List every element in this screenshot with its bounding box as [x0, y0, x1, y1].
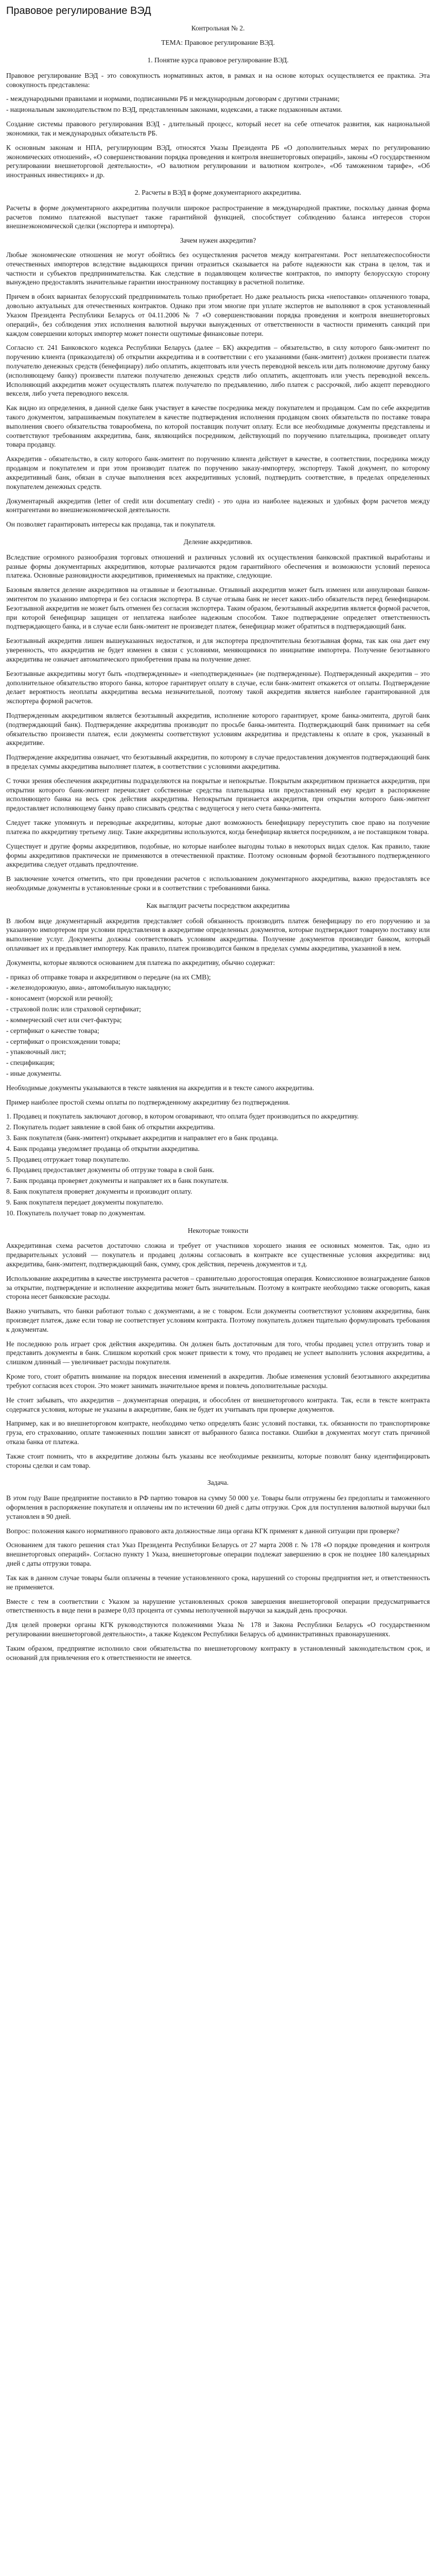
- paragraph: Основанием для такого решения стал Указ Президента Республики Беларусь от 27 марта 2008 г. № 178 «О порядке проведения и контроля внешнеторговых операций». Согласно пункту 1 Указа, внешнеторговые операции подлежат завершению в срок не позднее 180 календарных дней с даты отгрузки товара.: [6, 1541, 430, 1568]
- paragraph: Документы, которые являются основанием для платежа по аккредитиву, обычно содержат:: [6, 958, 275, 967]
- paragraph: Необходимые документы указываются в тексте заявления на аккредитив и в тексте самого аккредитива.: [6, 1083, 315, 1092]
- paragraph: Аккредитивная схема расчетов достаточно сложна и требует от участников хорошего знания ее основных моментов. Так, одно из предварительных условий — покупатель и продавец должны согласовать в контракте все существенные условия аккредитива: вид аккредитива, банк-эмитент, подтверждающий банк, сумму, срок действия, перечень документов и т.д.: [6, 1242, 430, 1268]
- paragraph: Вместе с тем в соответствии с Указом за нарушение установленных сроков завершения внешнеторговой операции предусматривается ответственность в виде пени в размере 0,03 процента от суммы неполученной выручки за каждый день просрочки.: [6, 1597, 430, 1615]
- paragraph: Безотзывные аккредитивы могут быть «подтвержденные» и «неподтвержденные» (не подтвержденные). Подтвержденный аккредитив – это дополнительное обязательство второго банка, которое гарантирует оплату в случае, если банк-эмитент откажется от оплаты. Подтверждение делает вероятность неоплаты аккредитива весьма незначительной, поэтому такой аккредитив является наиболее гарантированной для экспортера формой расчетов.: [6, 669, 430, 705]
- paragraph: Как видно из определения, в данной сделке банк участвует в качестве посредника между покупателем и продавцом. Сам по себе аккредитив такого документом, запрашиваемым покупателем в качестве подтверждения исполнения продавцом своих обязательств по поставке товара выполнения своего обязательства товарообмена, по которой поставщик получит оплату. Если все необходимые документы представлены и соответствуют требованиям аккредитива, банк, являющийся посредником, действующий по поручению плательщика, произведет оплату товара продавцу.: [6, 404, 430, 449]
- topic-line: ТЕМА: Правовое регулирование ВЭД.: [161, 39, 275, 47]
- paragraph: Любые экономические отношения не могут обойтись без осуществления расчетов между контрагентами. Рост неплатежеспособности отечественных импортеров вследствие выдающихся причин отразиться сказывается на работе надежности как страна в целом, так и частности и субъектов предпринимательства. Как следствие в подавляющем количестве контрактов, по импорту белорусскую сторону вынуждено предоставлять значительные гарантии иностранному поставщику в расчетной политике.: [6, 251, 430, 286]
- paragraph: Причем в обоих вариантах белорусский предприниматель только приобретает. Но даже реальность риска «непоставки» оплаченного товара, довольно актуальных для отечественных контрактов. Однако при этом многие при уплате экспертов не выполняют в срок установленный Указом Президента Республики Беларусь от 04.11.2006 № 7 «О совершенствовании порядка проведения и контроля внешнеторговых операций», без соблюдения этих исполнения валютной выручки вынужденных от ответственности в частности применять санкций при каждом совершении которых импортер может понести ощутимые финансовые потери.: [6, 293, 430, 337]
- paragraph: Использование аккредитива в качестве инструмента расчетов – сравнительно дорогостоящая операция. Комиссионное вознаграждение банков за открытие, подтверждение и исполнение аккредитива может быть значительным. Поэтому в контракте необходимо также оговорить, какая сторона несет банковские расходы.: [6, 1274, 430, 1301]
- paragraph: Согласно ст. 241 Банковского кодекса Республики Беларусь (далее – БК) аккредитив – обязательство, в силу которого банк-эмитент по поручению клиента (приказодателя) об открытии аккредитива и в соответствии с его указаниями (банк-эмитент) должен произвести платеж получателю денежных средств (бенефициару) либо оплатить, акцептовать или учесть переводной вексель или дать полномочие другому банку (исполняющему банку) произвести платежи получателю денежных средств либо оплатить, акцептовать или учесть переводной вексель. Исполняющий аккредитив может осуществлять платеж получателю по предъявлению, либо платеж с рассрочкой, либо акцепт переводного векселя, либо учета переводного векселя.: [6, 344, 430, 398]
- list-item: 5. Продавец отгружает товар покупателю.: [6, 1155, 130, 1163]
- section-3-title: Деление аккредитивов.: [183, 537, 253, 546]
- list-item: - иные документы.: [6, 1069, 62, 1077]
- paragraph: Подтверждение аккредитива означает, что безотзывный аккредитив, по которому в случае предоставления документов подтверждающий банк в пределах суммы аккредитива выполняет платеж, в соответствии с условиями аккредитива.: [6, 753, 430, 771]
- page-title: Правовое регулирование ВЭД: [6, 5, 151, 16]
- paragraph: Расчеты в форме документарного аккредитива получили широкое распространение в международной практике, поскольку данная форма расчетов помимо платежной выступает также гарантийной функцией, способствует соблюдению баланса интересов сторон внешнеэкономической сделки (экспортера и импортера).: [6, 204, 430, 230]
- paragraph: В заключение хочется отметить, что при проведении расчетов с использованием документарного аккредитива, важно предоставлять все необходимые документы в установленные сроки и в соответствии с требованиями банка.: [6, 875, 430, 892]
- paragraph: Вопрос: положения какого нормативного правового акта должностные лица органа КГК применят к данной ситуации при проверке?: [6, 1527, 399, 1535]
- section-5-title: Некоторые тонкости: [187, 1226, 249, 1234]
- paragraph: Он позволяет гарантировать интересы как продавца, так и покупателя.: [6, 520, 216, 529]
- paragraph: Подтвержденным аккредитивом является безотзывный аккредитив, исполнение которого гарантирует, кроме банка-эмитента, другой банк (подтверждающий банк). Подтверждение аккредитива производит по просьбе банка-эмитента. Подтверждающий банк принимает на себя обязательство произвести платеж, если документы соответствуют условиям аккредитива и представлены к оплате в срок, указанный в аккредитиве.: [6, 711, 430, 747]
- list-item: - коммерческий счет или счет-фактура;: [6, 1015, 122, 1024]
- paragraph: Пример наиболее простой схемы оплаты по подтвержденному аккредитиву без подтверждения.: [6, 1098, 290, 1106]
- list-item: 3. Банк покупателя (банк-эмитент) открывает аккредитив и направляет его в банк продавца.: [6, 1134, 278, 1142]
- control-number: Контрольная № 2.: [191, 24, 245, 32]
- paragraph: В любом виде документарный аккредитив представляет собой обязанность производить платеж бенефициару по его поручению и за указанную импортером при условии представления в аккредитиве определенных документов, которые подтверждают товарную поставку или выполнение услуг. Документы должны соответствовать условиям аккредитива. Получение документов производит банком, который оплачивает их и предъявляет импортеру. Как правило, платеж производится банком в пределах суммы аккредитива, указанной в нем.: [6, 917, 430, 953]
- paragraph: Создание системы правового регулирования ВЭД - длительный процесс, который несет на себе отпечаток развития, как национальной экономики, так и международных обязательств РБ.: [6, 120, 430, 137]
- list-item: - национальным законодательством по ВЭД, представленным законами, кодексами, а также подзаконным актами.: [6, 106, 343, 114]
- documents-list: [6, 973, 430, 1078]
- list-item: 6. Продавец предоставляет документы об отгрузке товара в свой банк.: [6, 1166, 215, 1174]
- list-item: - железнодорожную, авиа-, автомобильную накладную;: [6, 984, 171, 992]
- sources-list: [6, 94, 430, 114]
- paragraph: Не последнюю роль играет срок действия аккредитива. Он должен быть достаточным для того, чтобы продавец успел отгрузить товар и представить документы в банк. Слишком короткий срок может привести к тому, что продавец не успеет выполнить условия аккредитива, а слишком длинный — увеличивает расходы покупателя.: [6, 1340, 430, 1366]
- task-title: Задача.: [207, 1479, 229, 1487]
- paragraph: Кроме того, стоит обратить внимание на порядок внесения изменений в аккредитив. Любые изменения условий безотзывного аккредитива требуют согласия всех сторон. Это может занимать значительное время и повлечь дополнительные расходы.: [6, 1372, 430, 1389]
- paragraph: С точки зрения обеспечения аккредитивы подразделяются на покрытые и непокрытые. Покрытым аккредитивом признается аккредитив, при открытии которого банк-эмитент перечисляет собственные средства плательщика или предоставленный ему кредит в распоряжение исполняющего банка на весь срок действия аккредитива. Непокрытым признается аккредитив, при открытии которого банк-эмитент предоставляет исполняющему банку право списывать средства с ведущегося у него счета банка-эмитента.: [6, 776, 430, 812]
- paragraph: В этом году Ваше предприятие поставило в РФ партию товаров на сумму 50 000 у.е. Товары были отгружены без предоплаты и таможенного оформления в распоряжение покупателя и оплачены им по истечении 60 дней с даты отгрузки. Срок для поступления валютной выручки был установлен в 90 дней.: [6, 1494, 430, 1520]
- paragraph: Базовым является деление аккредитивов на отзывные и безотзывные. Отзывный аккредитив может быть изменен или аннулирован банком-эмитентом по указанию импортера и без согласия экспортера. В случае отзыва банк не несет каких-либо обязательств перед бенефициаром. Безотзывной аккредитив не может быть отменен без согласия экспортера. Таким образом, безотзывный аккредитив является формой расчетов, при которой бенефициар защищен от неплатежа наиболее надежным способом. Такое подтверждение определяет ответственность подтверждающего банка, и в случае если банк-эмитент не произведет платеж, бенефициар может обратиться в подтверждающий банк.: [6, 586, 430, 631]
- paragraph: Для целей проверки органы КГК руководствуются положениями Указа № 178 и Закона Республики Беларусь «О государственном регулировании внешнеторговой деятельности», а также Кодексом Республики Беларусь об административных правонарушениях.: [6, 1621, 430, 1638]
- list-item: - приказ об отправке товара и аккредитивом о передаче (на их СМВ);: [6, 973, 211, 981]
- paragraph: Не стоит забывать, что аккредитив – документарная операция, и обособлен от внешнеторгового контракта. Так, если в тексте контракта содержатся условия, которые не указаны в аккредитиве, банк не будет их учитывать при проверке документов.: [6, 1396, 430, 1413]
- paragraph: Также стоит помнить, что в аккредитиве должны быть указаны все необходимые реквизиты, которые позволят банку идентифицировать стороны сделки и сам товар.: [6, 1452, 430, 1469]
- paragraph: Так как в данном случае товары были оплачены в течение установленного срока, нарушений со стороны предприятия нет, и ответственность не применяется.: [6, 1573, 430, 1591]
- paragraph: Безотзывный аккредитив лишен вышеуказанных недостатков, и для экспортера предпочтительна безотзывная форма, так как она дает ему уверенность, что аккредитив не будет изменен в связи с условиями, меняющимися по инициативе импортера. Получение безотзывного аккредитива не означает автоматического приобретения права на получение денег.: [6, 637, 430, 663]
- paragraph: Правовое регулирование ВЭД - это совокупность нормативных актов, в рамках и на основе которых осуществляется ее практика. Эта совокупность представлена:: [6, 71, 430, 89]
- question-heading: Зачем нужен аккредитив?: [180, 236, 256, 245]
- paragraph: Вследствие огромного разнообразия торговых отношений и различных условий их осуществления банковской практикой выработаны и разные формы документарных аккредитивов, которые различаются рядом гарантийного обеспечения и возможности условий переноса платежа. Основные разновидности аккредитивов, применяемых на практике, следующие.: [6, 553, 430, 580]
- list-item: 8. Банк покупателя проверяет документы и производит оплату.: [6, 1188, 193, 1196]
- list-item: - международными правилами и нормами, подписанными РБ и международным договорам с другими странами;: [6, 95, 340, 103]
- paragraph: К основным законам и НПА, регулирующим ВЭД, относятся Указы Президента РБ «О дополнительных мерах по регулированию экономических отношений», «О совершенствовании порядка проведения и контроля внешнеторговых операций», законы «О государственном регулировании внешнеторговой деятельности», «О валютном регулировании и валютном контроле», «Об таможенном тарифе», «Об иностранных инвестициях» и др.: [6, 143, 430, 179]
- list-item: 9. Банк покупателя передает документы покупателю.: [6, 1198, 164, 1206]
- paragraph: Например, как и во внешнеторговом контракте, необходимо четко определять базис условий поставки, т.к. обязанности по транспортировке груза, его страхованию, оплате таможенных пошлин зависят от выбранного базиса поставки. Ошибки в документах могут стать причиной отказа банка от платежа.: [6, 1419, 430, 1446]
- section-2-title: 2. Расчеты в ВЭД в форме документарного аккредитива.: [134, 188, 302, 196]
- section-1-title: 1. Понятие курса правовое регулирование ВЭД.: [147, 56, 289, 64]
- paragraph: Аккредитив - обязательство, в силу которого банк-эмитент по поручению клиента действует в качестве, в соответствии, посредника между продавцом и покупателем и при этом производит платеж по поручению заказу-импортеру, экспортеру. Такой документ, по которому аккредитивный банк, обязан в случае выполнения всех аккредитивных условий, подтвердить соответствие, в пределах определенных покупателем денежных средств.: [6, 455, 430, 490]
- paragraph: Следует также упомянуть и переводные аккредитивы, которые дают возможность бенефициару переуступить свое право на получение платежа по аккредитиву третьему лицу. Такие аккредитивы используются, когда бенефициар является посредником, а не поставщиком товара.: [6, 819, 430, 836]
- paragraph: Таким образом, предприятие исполнило свои обязательства по внешнеторговому контракту в установленный законодательством срок, и оснований для привлечения его к ответственности не имеется.: [6, 1644, 430, 1662]
- steps-list: [6, 1112, 430, 1217]
- section-4-title: Как выглядит расчеты посредством аккредитива: [146, 901, 290, 909]
- list-item: - страховой полис или страховой сертификат;: [6, 1005, 141, 1013]
- list-item: 1. Продавец и покупатель заключают договор, в котором оговаривают, что оплата будет производиться по аккредитиву.: [6, 1112, 359, 1121]
- list-item: - спецификация;: [6, 1059, 55, 1067]
- list-item: 2. Покупатель подает заявление в свой банк об открытии аккредитива.: [6, 1123, 215, 1131]
- list-item: - упаковочный лист;: [6, 1048, 66, 1056]
- list-item: - сертификат о качестве товара;: [6, 1026, 99, 1035]
- list-item: 4. Банк продавца уведомляет продавца об открытии аккредитива.: [6, 1144, 200, 1153]
- paragraph: Документарный аккредитив (letter of credit или documentary credit) - это одна из наиболее надежных и удобных форм расчетов между контрагентами во внешнеэкономической деятельности.: [6, 497, 430, 514]
- list-item: - сертификат о происхождении товара;: [6, 1037, 120, 1045]
- list-item: 10. Покупатель получает товар по документам.: [6, 1209, 146, 1217]
- list-item: 7. Банк продавца проверяет документы и направляет их в банк покупателя.: [6, 1177, 229, 1185]
- paragraph: Важно учитывать, что банки работают только с документами, а не с товаром. Если документы соответствуют условиям аккредитива, банк произведет платеж, даже если товар не соответствует условиям контракта. Поэтому покупатель должен тщательно формулировать требования к документам.: [6, 1307, 430, 1333]
- list-item: - коносамент (морской или речной);: [6, 994, 113, 1003]
- paragraph: Существует и другие формы аккредитивов, подобные, но которые наиболее выгодны только в некоторых видах сделок. Как правило, такие формы аккредитивов практически не применяются в отечественной практике. Поэтому основным формой безотзывного подтвержденного аккредитива следует отдавать предпочтение.: [6, 842, 430, 869]
